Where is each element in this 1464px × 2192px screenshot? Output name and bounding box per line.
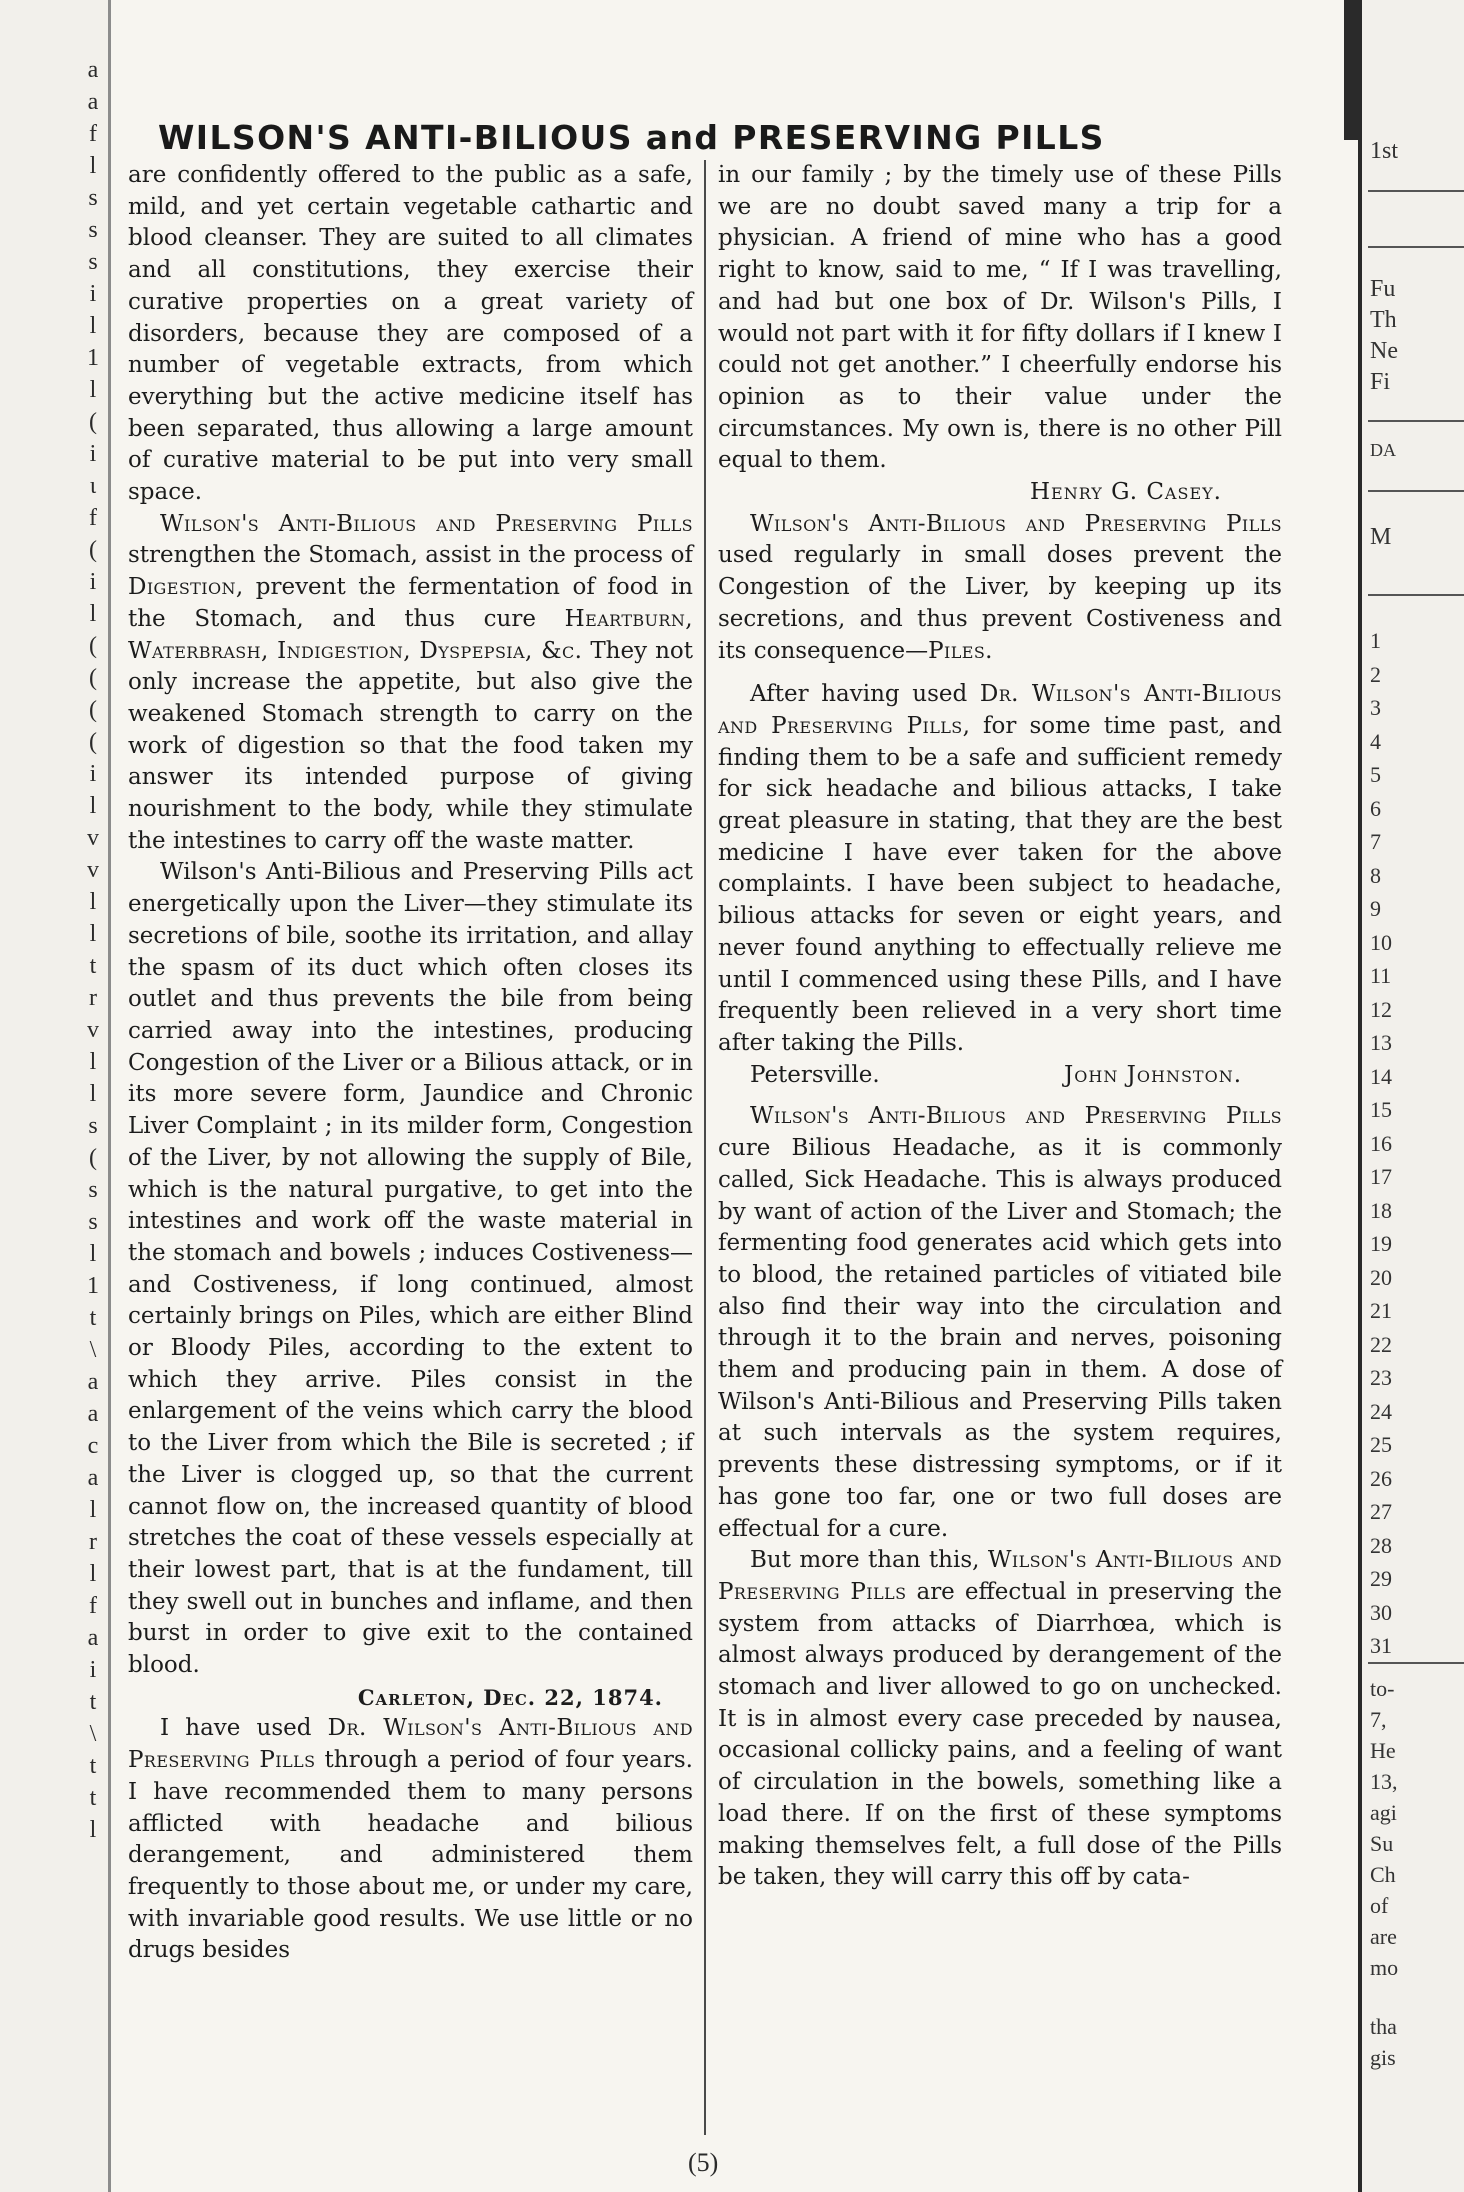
- calendar-day: 27: [1370, 1499, 1392, 1524]
- signature-johnston: John Johnston.: [1064, 1061, 1242, 1088]
- edge-text: of: [1370, 1893, 1389, 1918]
- margin-letter: v: [87, 1017, 99, 1043]
- edge-text: Ch: [1370, 1862, 1396, 1887]
- margin-letter: i: [89, 1657, 97, 1683]
- margin-letter: s: [88, 249, 98, 275]
- calendar-day: 4: [1370, 728, 1381, 754]
- calendar-day: 5: [1370, 762, 1381, 787]
- page-title: WILSON'S ANTI-BILIOUS and PRESERVING PILLS: [158, 118, 1105, 157]
- right-edge-strip: [1358, 0, 1464, 2192]
- dateline: Carleton, Dec. 22, 1874.: [357, 1684, 663, 1710]
- margin-letter: l: [89, 793, 97, 819]
- left-column: [128, 160, 693, 1967]
- margin-letter: s: [88, 217, 98, 243]
- testimonial-text-a: I have used: [160, 1715, 328, 1742]
- margin-letter: a: [87, 1401, 99, 1427]
- product-name: Dr. Wilson's Anti-Bilious and Preserving Pills: [128, 1715, 693, 1774]
- calendar-day: 15: [1370, 1097, 1392, 1122]
- margin-letter: s: [88, 185, 98, 211]
- edge-text: mo: [1370, 1955, 1399, 1980]
- margin-letter: i: [89, 441, 97, 467]
- margin-letter: (: [89, 697, 97, 723]
- margin-letter: a: [87, 89, 99, 115]
- edge-rule: [1368, 246, 1464, 248]
- stomach-text-b: , prevent the fermentation of food in the Stomach, and thus cure: [128, 574, 693, 632]
- calendar-day: 31: [1370, 1633, 1392, 1658]
- signature-row: [718, 1060, 1282, 1092]
- margin-letter: i: [89, 761, 97, 787]
- edge-rule: [1368, 190, 1464, 192]
- calendar-day: 2: [1370, 661, 1381, 687]
- piles-term: Piles.: [928, 637, 993, 664]
- margin-letter: l: [89, 889, 97, 915]
- edge-text: Fu: [1370, 276, 1396, 302]
- margin-letter: l: [89, 1497, 97, 1523]
- edge-text: are: [1370, 1924, 1397, 1949]
- right-column: [718, 160, 1282, 1894]
- edge-text: 13,: [1370, 1769, 1398, 1794]
- margin-letter: (: [89, 633, 97, 659]
- calendar-day: 9: [1370, 896, 1381, 921]
- digestion-term: Digestion: [128, 574, 236, 601]
- congestion-text: used regularly in small doses prevent the Congestion of the Liver, by keeping up its secretions, and thus prevent Costiveness and its consequence—: [718, 542, 1282, 664]
- calendar-day: 28: [1370, 1532, 1392, 1558]
- calendar-day: 14: [1370, 1063, 1392, 1089]
- margin-letter: l: [89, 1561, 97, 1587]
- margin-letter: i: [89, 281, 97, 307]
- calendar-day: 10: [1370, 929, 1392, 955]
- margin-letter: v: [87, 857, 99, 883]
- margin-letter: a: [87, 1465, 99, 1491]
- margin-letter: l: [89, 313, 97, 339]
- intro-paragraph: are confidently offered to the public as a safe, mild, and yet certain vegetable cathartic and blood cleanser. They are suited to all climates and all constitutions, they exercise their curative properties on a great variety of disorders, because they are composed of a number of vegetable extracts, from which everything but the active medicine itself has been separated, thus allowing a large amount of curative material to be put into very small space.: [128, 162, 693, 506]
- margin-letter: l: [89, 1241, 97, 1267]
- margin-letter: a: [87, 1625, 99, 1651]
- margin-letter: (: [89, 729, 97, 755]
- margin-letter: l: [89, 1817, 97, 1843]
- ailments-list: Heartburn, Waterbrash, Indigestion, Dyspepsia, &c.: [128, 605, 693, 664]
- column-divider: [704, 160, 706, 2135]
- product-name: Wilson's Anti-Bilious and Preserving Pills: [750, 1103, 1282, 1130]
- margin-letter: (: [89, 665, 97, 691]
- calendar-day: 13: [1370, 1030, 1392, 1055]
- calendar-day: 7: [1370, 829, 1381, 854]
- congestion-paragraph: [718, 509, 1282, 668]
- margin-letter: l: [89, 1049, 97, 1075]
- margin-letter: (: [89, 409, 97, 435]
- edge-text: agi: [1370, 1800, 1397, 1825]
- page-number: (5): [688, 2148, 719, 2177]
- johnston-text-a: After having used: [750, 681, 980, 708]
- signature-casey: Henry G. Casey.: [1029, 479, 1222, 506]
- edge-text: Ne: [1370, 338, 1398, 364]
- margin-letter: 1: [87, 345, 99, 371]
- headache-paragraph: [718, 1101, 1282, 1545]
- edge-text: Th: [1370, 307, 1397, 333]
- calendar-day: 3: [1370, 695, 1381, 720]
- margin-letter: t: [89, 1785, 97, 1811]
- signature-place: Petersville.: [750, 1061, 880, 1088]
- calendar-day: 11: [1370, 963, 1392, 988]
- calendar-day: 19: [1370, 1231, 1392, 1256]
- margin-letter: r: [89, 1529, 97, 1555]
- testimonial-text-b: through a period of four years. I have recommended them to many persons afflicted with headache and bilious derangement, and administered them frequently to those about me, or under my care, with invariable good results. We use little or no drugs besides: [128, 1747, 693, 1964]
- product-name: Wilson's Anti-Bilious and Preserving Pills: [750, 510, 1282, 537]
- margin-letter: s: [88, 1113, 98, 1139]
- margin-letter: (: [89, 537, 97, 563]
- edge-text: 7,: [1370, 1707, 1387, 1732]
- edge-text: DA: [1370, 440, 1396, 460]
- margin-letter: 1: [87, 1273, 99, 1299]
- edge-text: 1st: [1370, 138, 1399, 164]
- headache-text: cure Bilious Headache, as it is commonly called, Sick Headache. This is always produced by want of action of the Liver and Stomach; the fermenting food generates acid which gets into to blood, the retained particles of vitiated bile also find their way into the circulation and through it to the brain and nerves, poisoning them and producing pain in them. A dose of Wilson's Anti-Bilious and Preserving Pills taken at such intervals as the system requires, prevents these distressing symptoms, or if it has gone too far, one or two full doses are effectual for a cure.: [718, 1135, 1282, 1542]
- margin-letter: l: [89, 153, 97, 179]
- johnston-text-b: , for some time past, and finding them to be a safe and sufficient remedy for sick headache and bilious attacks, I take great pleasure in stating, that they are the best medicine I have ever taken for the above complaints. I have been subject to headache, bilious attacks for seven or eight years, and never found anything to effectually relieve me until I commenced using these Pills, and I have frequently been relieved in a very short time after taking the Pills.: [718, 712, 1282, 1056]
- calendar-day: 21: [1370, 1298, 1392, 1323]
- edge-text: to-: [1370, 1676, 1395, 1701]
- edge-bar: [1344, 0, 1358, 140]
- margin-letter: ι: [89, 473, 97, 499]
- edge-rule: [1368, 420, 1464, 422]
- edge-text: He: [1370, 1738, 1396, 1763]
- margin-letter: l: [89, 921, 97, 947]
- calendar-day: 17: [1370, 1164, 1392, 1189]
- product-name: Wilson's Anti-Bilious and Preserving Pills: [718, 1547, 1282, 1605]
- edge-text: Su: [1370, 1831, 1394, 1856]
- margin-letter: (: [89, 1145, 97, 1171]
- calendar-day: 18: [1370, 1197, 1392, 1223]
- stomach-text-a: strengthen the Stomach, assist in the process of: [128, 542, 693, 569]
- margin-letter: f: [89, 505, 97, 531]
- stomach-text-c: They not only increase the appetite, but also give the weakened Stomach strength to carry on the work of digestion so that the food taken my answer its intended purpose of giving nourishment to the body, while they stimulate the intestines to carry off the waste matter.: [128, 637, 693, 854]
- product-name: Dr. Wilson's Anti-Bilious and Preserving Pills: [718, 681, 1282, 739]
- diarrhoea-text-a: But more than this,: [750, 1547, 988, 1574]
- margin-letter: i: [89, 569, 97, 595]
- margin-letter: t: [89, 1305, 97, 1331]
- margin-letter: v: [87, 825, 99, 851]
- calendar-day: 6: [1370, 795, 1381, 821]
- margin-letter: t: [89, 1689, 97, 1715]
- testimonial-casey: [128, 1713, 693, 1967]
- calendar-day: 24: [1370, 1398, 1392, 1424]
- calendar-day: 8: [1370, 862, 1381, 888]
- margin-letter: \: [89, 1721, 97, 1747]
- diarrhoea-paragraph: [718, 1545, 1282, 1894]
- margin-letter: t: [89, 1753, 97, 1779]
- stomach-paragraph: [128, 509, 693, 858]
- margin-letter: l: [89, 1081, 97, 1107]
- liver-paragraph: Wilson's Anti-Bilious and Preserving Pills act energetically upon the Liver—they stimulate its secretions of bile, soothe its irritation, and allay the spasm of its duct which often closes its outlet and thus prevents the bile from being carried away into the intestines, producing Congestion of the Liver or a Bilious attack, or in its more severe form, Jaundice and Chronic Liver Complaint ; in its milder form, Congestion of the Liver, by not allowing the supply of Bile, which is the natural purgative, to get into the intestines and work off the waste material in the stomach and bowels ; induces Costiveness—and Costiveness, if long continued, almost certainly brings on Piles, which are either Blind or Bloody Piles, according to the extent to which they arrive. Piles consist in the enlargement of the veins which carry the blood to the Liver from which the Bile is secreted ; if the Liver is clogged up, so that the current cannot flow on, the increased quantity of blood stretches the coat of these vessels especially at their lowest part, that is at the fundament, till they swell out in bunches and inflame, and then burst in order to give exit to the contained blood.: [128, 859, 693, 1679]
- calendar-day: 29: [1370, 1566, 1392, 1591]
- calendar-day: 12: [1370, 996, 1392, 1022]
- calendar-day: 16: [1370, 1130, 1392, 1156]
- edge-rule: [1368, 490, 1464, 492]
- margin-letter: t: [89, 953, 97, 979]
- calendar-day: 30: [1370, 1599, 1392, 1625]
- margin-letter: \: [89, 1337, 97, 1363]
- calendar-day: 20: [1370, 1264, 1392, 1290]
- calendar-day: 25: [1370, 1432, 1392, 1457]
- calendar-day: 1: [1370, 628, 1381, 653]
- margin-letter: f: [89, 121, 97, 147]
- margin-letter: s: [88, 1177, 98, 1203]
- edge-text: tha: [1370, 2014, 1397, 2039]
- margin-letter: r: [89, 985, 97, 1011]
- edge-rule: [1368, 1662, 1464, 1664]
- diarrhoea-text-b: are effectual in preserving the system from attacks of Diarrhœa, which is almost always produced by derangement of the stomach and liver allowed to go on unchecked. It is in almost every case preceded by nausea, occasional collicky pains, and a feeling of want of circulation in the bowels, something like a load there. If on the first of these symptoms making themselves felt, a full dose of the Pills be taken, they will carry this off by cata-: [718, 1578, 1282, 1891]
- margin-letter: a: [87, 57, 99, 83]
- edge-rule: [1368, 594, 1464, 596]
- margin-letter: f: [89, 1593, 97, 1619]
- margin-letter: a: [87, 1369, 99, 1395]
- edge-text: Fi: [1370, 369, 1391, 395]
- margin-letter: c: [87, 1433, 99, 1459]
- calendar-day: 23: [1370, 1365, 1392, 1390]
- edge-text: M: [1370, 524, 1392, 550]
- casey-continued: in our family ; by the timely use of these Pills we are no doubt saved many a trip for a physician. A friend of mine who has a good right to know, said to me, “ If I was travelling, and had but one box of Dr. Wilson's Pills, I would not part with it for fifty dollars if I knew I could not get another.” I cheerfully endorse his opinion as to their value under the circumstances. My own is, there is no other Pill equal to them.: [718, 162, 1282, 474]
- edge-text: gis: [1370, 2045, 1396, 2070]
- testimonial-johnston: [718, 679, 1282, 1059]
- calendar-day: 26: [1370, 1465, 1392, 1491]
- margin-letter: l: [89, 377, 97, 403]
- margin-letter: l: [89, 601, 97, 627]
- margin-letter: s: [88, 1209, 98, 1235]
- calendar-day: 22: [1370, 1331, 1392, 1357]
- left-margin-strip: [0, 0, 111, 2192]
- product-name: Wilson's Anti-Bilious and Preserving Pills: [160, 510, 693, 537]
